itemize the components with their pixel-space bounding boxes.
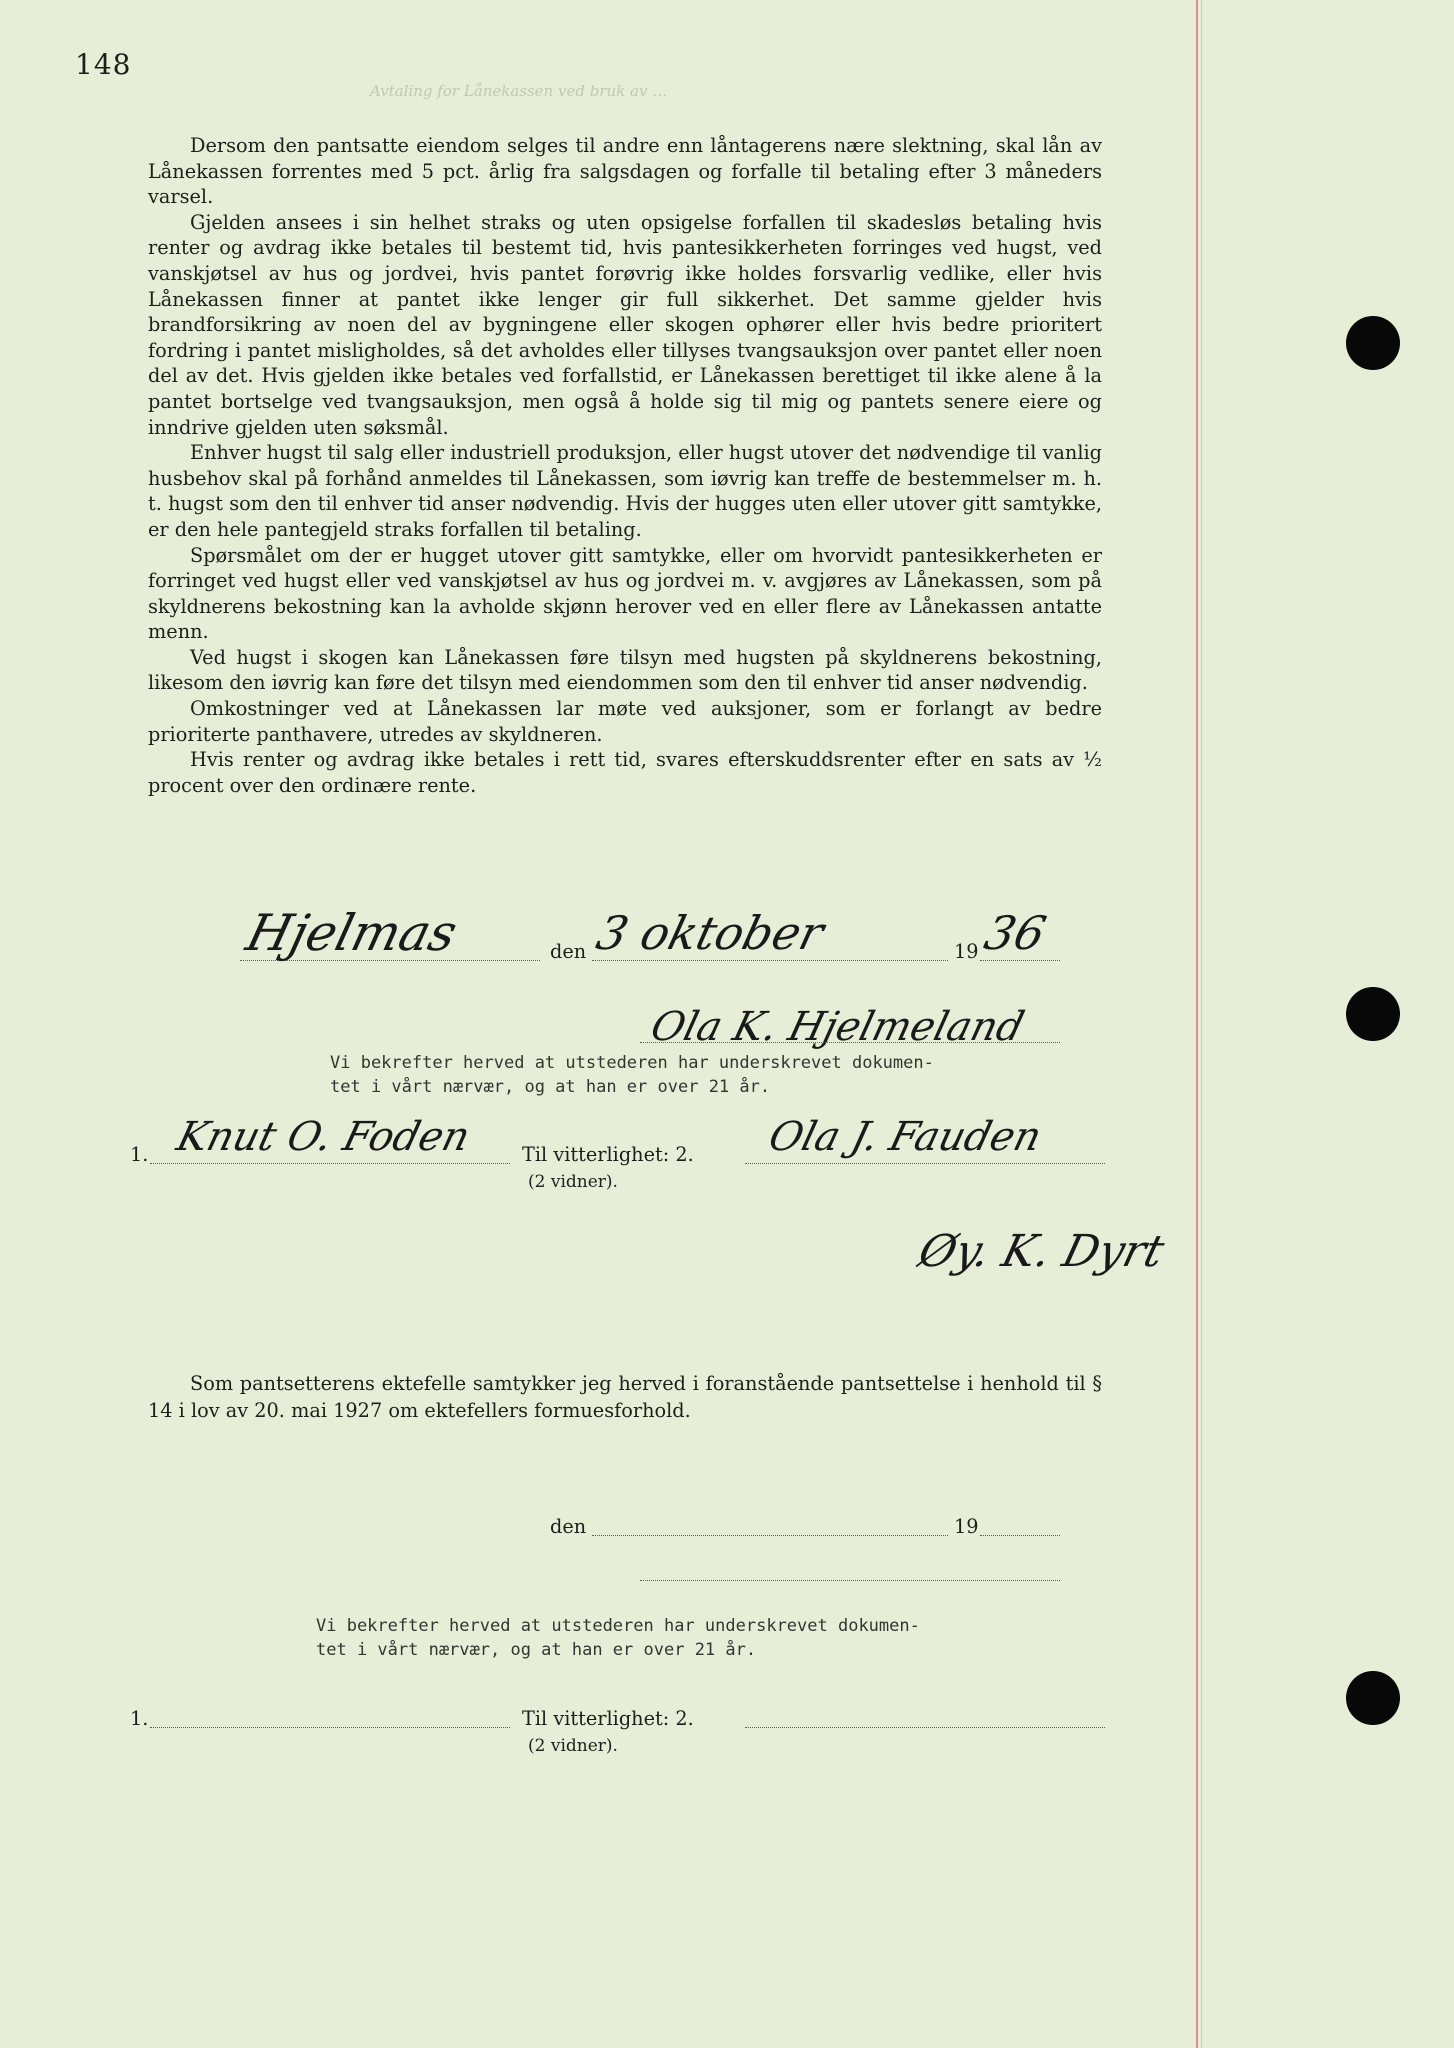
witness-count-note: (2 vidner). [528, 1172, 618, 1192]
den-label-2: den [550, 1515, 587, 1538]
paragraph-supervision: Ved hugst i skogen kan Lånekassen føre tilsyn med hugsten på skyldnerens bekostning, likesom den iøvrig kan føre det tilsyn med eiendommen som den til enhver tid anser nødvendig. [148, 645, 1102, 695]
witness-1-line [150, 1163, 510, 1164]
confirm-line-1: Vi bekrefter herved at utstederen har underskrevet dokumen- [330, 1053, 934, 1073]
witness-2-line [745, 1163, 1105, 1164]
date-line-2 [592, 1535, 948, 1536]
punch-hole-3 [1346, 1671, 1400, 1725]
confirm-2-line-2: tet i vårt nærvær, og at han er over 21 år. [316, 1640, 757, 1660]
page-number: 148 [75, 48, 132, 81]
faint-header-bleedthrough: Avtaling for Lånekassen ved bruk av … [370, 82, 668, 100]
witness-1-signature: Knut O. Foden [172, 1114, 475, 1160]
paragraph-assessment: Spørsmålet om der er hugget utover gitt samtykke, eller om hvorvidt pantesikkerheten er forringet ved hugst eller ved vanskjøtsel av hus og jordvei m. v. avgjøres av Lånekassen, som på skyldnerens bekostning kan la avholde skjønn herover ved en eller flere av Lånekassen antatte menn. [148, 543, 1102, 644]
margin-rule-shadow [1201, 0, 1202, 2048]
year-prefix: 19 [954, 940, 979, 963]
witness-label-2: Til vitterlighet: 2. [522, 1707, 694, 1730]
paragraph-sale: Dersom den pantsatte eiendom selges til andre enn låntagerens nære slektning, skal lån av Lånekassen forrentes med 5 pct. årlig fra salgsdagen og forfalle til betaling efter 3 måneders varsel. [148, 134, 1102, 209]
paragraph-default: Gjelden ansees i sin helhet straks og uten opsigelse forfallen til skadesløs betaling hvis renter og avdrag ikke betales til bestemt tid, hvis pantesikkerheten forringes ved hugst, ved vanskjøtsel av hus og jordvei, hvis pantet forøvrig ikke holdes forsvarlig vedlike, eller hvis Lånekassen finner at pantet ikke lenger gir full sikkerhet. Det samme gjelder hvis brandforsikring av noen del av bygningene eller skogen ophører eller hvis bedre prioritert fordring i pantet misligholdes, så det avholdes eller tillyses tvangsauksjon over pantet eller noen del av det. Hvis gjelden ikke betales ved forfallstid, er Lånekassen berettiget til ikke alene å la pantet bortselge ved tvangsauksjon, men også å holde sig til mig og pantets senere eiere og inndrive gjelden uten søksmål. [148, 210, 1102, 439]
confirm-line-2: tet i vårt nærvær, og at han er over 21 år. [330, 1077, 771, 1097]
signature-line [640, 1042, 1060, 1043]
witness-label: Til vitterlighet: 2. [522, 1143, 694, 1166]
witness-count-note-2: (2 vidner). [528, 1736, 618, 1756]
confirm-2-line-1: Vi bekrefter herved at utstederen har underskrevet dokumen- [316, 1616, 920, 1636]
spouse-consent-paragraph: Som pantsetterens ektefelle samtykker jeg herved i foranstående pantsettelse i henhold til § 14 i lov av 20. mai 1927 om ektefellers formuesforhold. [148, 1372, 1102, 1422]
witness-1-line-2 [150, 1727, 510, 1728]
margin-rule [1196, 0, 1198, 2048]
year-prefix-2: 19 [954, 1515, 979, 1538]
witness-1-number: 1. [130, 1143, 149, 1166]
issuer-signature: Ola K. Hjelmeland [646, 1004, 1029, 1050]
punch-hole-1 [1346, 316, 1400, 370]
witness-2-signature: Ola J. Fauden [764, 1114, 1046, 1160]
extra-signature: Øy. K. Dyrt [913, 1226, 1170, 1277]
witness-2-line-2 [745, 1727, 1105, 1728]
paragraph-costs: Omkostninger ved at Lånekassen lar møte ved auksjoner, som er forlangt av bedre prioriterte panthavere, utredes av skyldneren. [148, 697, 1102, 746]
year-line-2 [980, 1535, 1060, 1536]
witness-1-number-2: 1. [130, 1707, 149, 1730]
place-handwritten: Hjelmas [240, 904, 463, 962]
paragraph-logging: Enhver hugst til salg eller industriell produksjon, eller hugst utover det nødvendige til vanlig husbehov skal på forhånd anmeldes til Lånekassen, som iøvrig kan treffe de bestemmelser m. h. t. hugst som den til enhver tid anser nødvendig. Hvis der hugges uten eller utover gitt samtykke, er den hele pantegjeld straks forfallen til betaling. [148, 441, 1102, 541]
year-handwritten: 36 [979, 906, 1052, 960]
paragraph-interest: Hvis renter og avdrag ikke betales i rett tid, svares efterskuddsrenter efter en sats av ½ procent over den ordinære rente. [148, 748, 1102, 797]
date-line [592, 960, 948, 961]
signature-line-2 [640, 1580, 1060, 1581]
punch-hole-2 [1346, 987, 1400, 1041]
date-handwritten: 3 oktober [591, 906, 830, 960]
year-line [980, 960, 1060, 961]
den-label: den [550, 940, 587, 963]
loan-terms-text [148, 133, 1102, 798]
spouse-consent-text [148, 1370, 1102, 1424]
